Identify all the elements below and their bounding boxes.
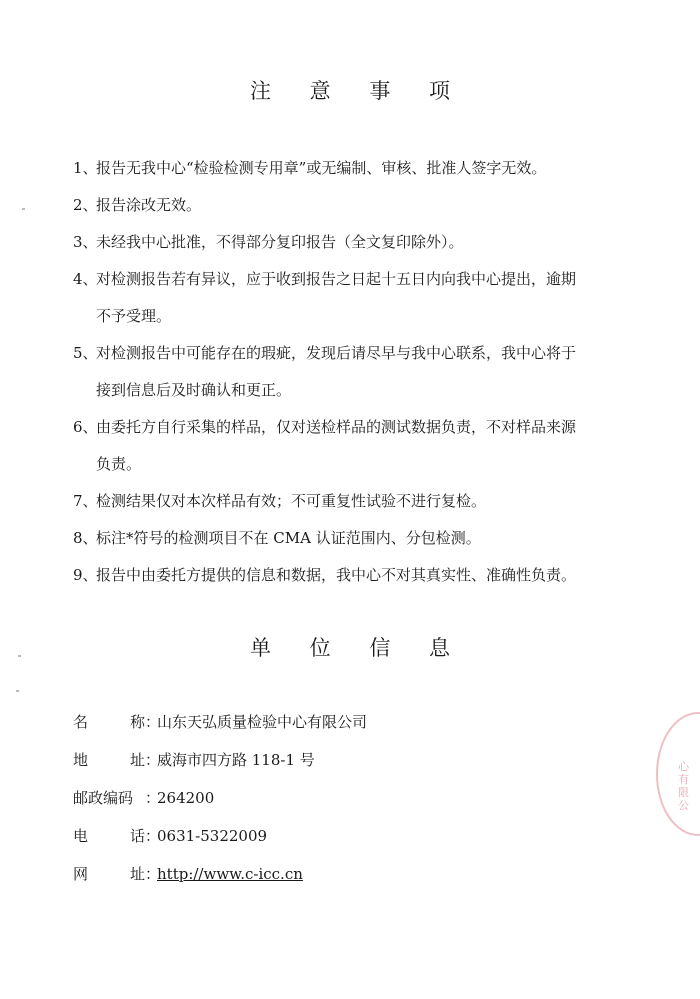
info-colon: ： bbox=[145, 865, 161, 883]
postal-code: 264200 bbox=[157, 789, 215, 807]
info-label-char: 名 bbox=[73, 713, 89, 731]
notice-number: 4、 bbox=[73, 270, 98, 288]
info-label-char: 话 bbox=[129, 827, 145, 845]
notice-text: 由委托方自行采集的样品，仅对送检样品的测试数据负责，不对样品来源 bbox=[96, 418, 577, 436]
info-label-char: 址 bbox=[129, 751, 145, 769]
info-label-char: 址 bbox=[129, 865, 145, 883]
notice-item bbox=[73, 520, 643, 557]
info-label-char: 地 bbox=[73, 751, 89, 769]
notice-item bbox=[73, 557, 643, 594]
notice-text: 报告涂改无效。 bbox=[96, 196, 202, 214]
info-label bbox=[73, 779, 145, 817]
website-link[interactable]: http://www.c-icc.cn bbox=[157, 865, 303, 883]
info-label bbox=[73, 741, 145, 779]
phone-number: 0631-5322009 bbox=[157, 827, 268, 845]
info-label-text: 邮政编码 bbox=[73, 789, 134, 807]
red-seal-stamp-text: 心有限公 bbox=[678, 760, 689, 812]
notice-number: 1、 bbox=[73, 159, 98, 177]
notice-list bbox=[73, 150, 643, 594]
notice-text-continuation: 不予受理。 bbox=[96, 307, 172, 325]
notice-number: 8、 bbox=[73, 529, 98, 547]
notice-text-continuation: 负责。 bbox=[96, 455, 142, 473]
scan-speck bbox=[16, 690, 19, 692]
notice-number: 3、 bbox=[73, 233, 98, 251]
info-colon: ： bbox=[145, 713, 161, 731]
scan-speck bbox=[22, 208, 25, 210]
info-label bbox=[73, 855, 145, 893]
notice-item bbox=[73, 335, 643, 409]
notice-text: 检测结果仅对本次样品有效；不可重复性试验不进行复检。 bbox=[96, 492, 487, 510]
info-row-phone bbox=[73, 817, 633, 855]
notice-item bbox=[73, 150, 643, 187]
notice-text-continuation: 接到信息后及时确认和更正。 bbox=[96, 381, 292, 399]
company-info-heading: 单 位 信 息 bbox=[249, 636, 467, 660]
notice-text: 报告中由委托方提供的信息和数据，我中心不对其真实性、准确性负责。 bbox=[96, 566, 577, 584]
notice-text-block bbox=[96, 409, 643, 483]
notice-text: 标注*符号的检测项目不在 CMA 认证范围内、分包检测。 bbox=[96, 529, 481, 547]
info-row-address bbox=[73, 741, 633, 779]
notice-item bbox=[73, 261, 643, 335]
notice-item bbox=[73, 187, 643, 224]
notice-item bbox=[73, 483, 643, 520]
notice-number: 5、 bbox=[73, 344, 98, 362]
notice-text-block bbox=[96, 261, 643, 335]
notice-number: 6、 bbox=[73, 418, 98, 436]
notice-number: 2、 bbox=[73, 196, 98, 214]
info-label bbox=[73, 703, 145, 741]
notice-item bbox=[73, 409, 643, 483]
company-address: 威海市四方路 118-1 号 bbox=[157, 751, 315, 769]
info-label-char: 电 bbox=[73, 827, 89, 845]
info-row-website bbox=[73, 855, 633, 893]
notice-item bbox=[73, 224, 643, 261]
company-name: 山东天弘质量检验中心有限公司 bbox=[157, 713, 368, 731]
info-label-char: 称 bbox=[129, 713, 145, 731]
info-colon: ： bbox=[145, 789, 161, 807]
company-info-list bbox=[73, 703, 633, 893]
info-label-char: 网 bbox=[73, 865, 89, 883]
info-row-postcode bbox=[73, 779, 633, 817]
info-label bbox=[73, 817, 145, 855]
notice-text: 对检测报告若有异议，应于收到报告之日起十五日内向我中心提出，逾期 bbox=[96, 270, 577, 288]
info-colon: ： bbox=[145, 827, 161, 845]
notice-heading: 注 意 事 项 bbox=[249, 79, 467, 103]
notice-text: 报告无我中心“检验检测专用章”或无编制、审核、批准人签字无效。 bbox=[96, 159, 547, 177]
notice-number: 9、 bbox=[73, 566, 98, 584]
notice-text: 未经我中心批准，不得部分复印报告（全文复印除外）。 bbox=[96, 233, 464, 251]
info-colon: ： bbox=[145, 751, 161, 769]
scan-speck bbox=[18, 655, 21, 657]
info-row-name bbox=[73, 703, 633, 741]
notice-text-block bbox=[96, 335, 643, 409]
notice-text: 对检测报告中可能存在的瑕疵，发现后请尽早与我中心联系，我中心将于 bbox=[96, 344, 577, 362]
notice-number: 7、 bbox=[73, 492, 98, 510]
